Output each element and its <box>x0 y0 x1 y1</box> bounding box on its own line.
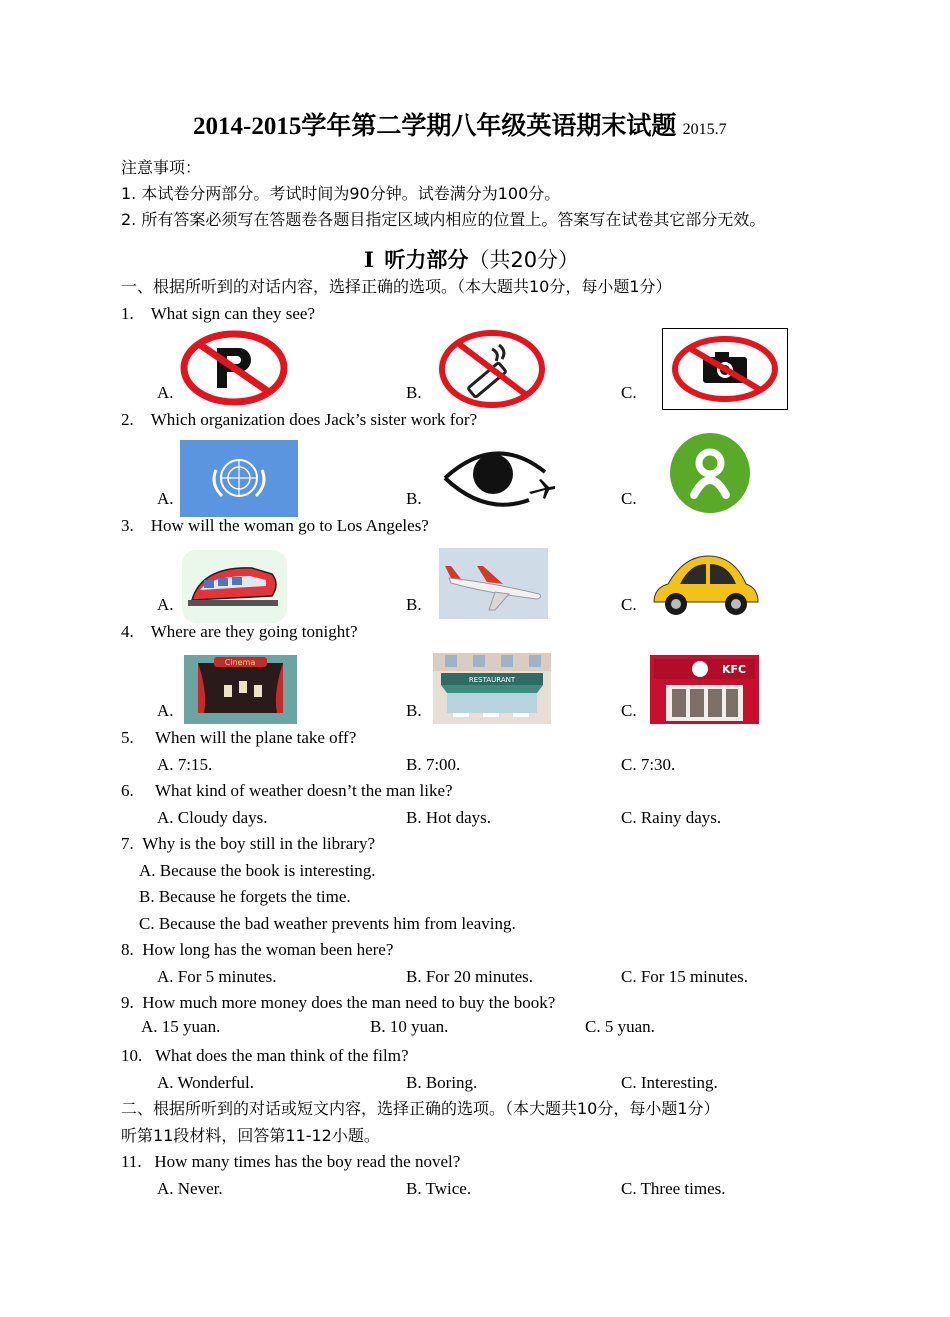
question-6 <box>121 781 453 801</box>
question-number: 10. <box>121 1046 143 1065</box>
option-c: C. For 15 minutes. <box>621 967 749 986</box>
question-number: 9. <box>121 993 134 1012</box>
car-icon <box>648 546 762 624</box>
option-a: A. Because the book is interesting. <box>139 861 376 880</box>
question-5 <box>121 728 356 748</box>
option-a-label: A. <box>157 489 174 508</box>
question-number: 8. <box>121 940 134 959</box>
title-date: 2015.7 <box>682 121 727 138</box>
option-c: C. 7:30. <box>621 755 676 774</box>
option-b-label: B. <box>406 595 422 614</box>
restaurant-icon <box>433 653 551 724</box>
question-11 <box>121 1152 460 1172</box>
question-text: How much more money does the man need to buy the book? <box>142 993 556 1012</box>
option-a: A. 7:15. <box>157 755 213 774</box>
question-text: How long has the woman been here? <box>142 940 394 959</box>
option-c: C. Because the bad weather prevents him from leaving. <box>139 914 516 933</box>
page-title <box>193 112 727 145</box>
green-person-logo-icon <box>656 433 764 513</box>
question-9 <box>121 993 555 1013</box>
option-c: C. 5 yuan. <box>585 1017 655 1036</box>
question-1 <box>121 304 315 324</box>
unicef-logo-icon <box>180 440 298 517</box>
question-number: 4. <box>121 622 134 641</box>
option-a-label: A. <box>157 701 174 720</box>
option-b: B. 7:00. <box>406 755 461 774</box>
no-smoking-icon <box>437 329 547 409</box>
question-8 <box>121 940 393 960</box>
restaurant-sign-text: RESTAURANT <box>468 676 516 684</box>
question-number: 1. <box>121 304 134 323</box>
question-text: When will the plane take off? <box>155 728 357 747</box>
option-b: B. Because he forgets the time. <box>139 887 351 906</box>
question-text: Which organization does Jack’s sister work for? <box>150 410 478 429</box>
cinema-icon <box>184 655 297 724</box>
question-10 <box>121 1046 409 1066</box>
question-4 <box>121 622 358 642</box>
question-3 <box>121 516 429 536</box>
option-c-label: C. <box>621 383 637 402</box>
part2-instruction: 二、根据所听到的对话或短文内容，选择正确的选项。（本大题共10分，每小题1分） <box>121 1099 720 1118</box>
option-c-label: C. <box>621 489 637 508</box>
title-main: 2014-2015学年第二学期八年级英语期末试题 <box>193 113 677 140</box>
option-b-label: B. <box>406 701 422 720</box>
kfc-icon <box>650 655 759 724</box>
note-item-1: 1. 本试卷分两部分。考试时间为90分钟。试卷满分为100分。 <box>121 184 561 203</box>
option-c-label: C. <box>621 595 637 614</box>
question-number: 6. <box>121 781 134 800</box>
question-number: 7. <box>121 834 134 853</box>
option-b-label: B. <box>406 383 422 402</box>
eye-airplane-logo-icon <box>437 440 555 515</box>
question-7 <box>121 834 375 854</box>
question-text: Where are they going tonight? <box>150 622 358 641</box>
part1-instruction: 一、根据所听到的对话内容，选择正确的选项。（本大题共10分，每小题1分） <box>121 277 672 296</box>
option-a-label: A. <box>157 383 174 402</box>
airplane-icon <box>439 548 548 619</box>
question-text: What sign can they see? <box>150 304 316 323</box>
option-b: B. For 20 minutes. <box>406 967 534 986</box>
notes-heading: 注意事项： <box>121 158 202 177</box>
option-a: A. Never. <box>157 1179 223 1198</box>
no-photography-icon <box>662 328 788 410</box>
question-number: 2. <box>121 410 134 429</box>
option-b: B. Twice. <box>406 1179 472 1198</box>
option-b: B. Boring. <box>406 1073 478 1092</box>
question-text: What kind of weather doesn’t the man like? <box>155 781 453 800</box>
option-c-label: C. <box>621 701 637 720</box>
question-text: Why is the boy still in the library? <box>142 834 376 853</box>
question-text: How will the woman go to Los Angeles? <box>150 516 429 535</box>
question-number: 5. <box>121 728 134 747</box>
option-a: A. Wonderful. <box>157 1073 254 1092</box>
part2-subinstruction: 听第11段材料，回答第11-12小题。 <box>121 1126 380 1145</box>
question-text: What does the man think of the film? <box>155 1046 409 1065</box>
option-a: A. For 5 minutes. <box>157 967 277 986</box>
train-icon <box>182 550 287 623</box>
option-b: B. 10 yuan. <box>370 1017 449 1036</box>
option-c: C. Rainy days. <box>621 808 722 827</box>
section-numeral: Ⅰ <box>364 248 374 272</box>
section-title: 听力部分 <box>384 248 469 272</box>
option-b: B. Hot days. <box>406 808 491 827</box>
note-item-2: 2. 所有答案必须写在答题卷各题目指定区域内相应的位置上。答案写在试卷其它部分无效。 <box>121 210 766 229</box>
option-a: A. Cloudy days. <box>157 808 268 827</box>
section-score: （共20分） <box>468 248 580 272</box>
question-text: How many times has the boy read the novel? <box>154 1152 461 1171</box>
cinema-sign-text: Cinema <box>224 658 256 667</box>
option-a-label: A. <box>157 595 174 614</box>
option-c: C. Interesting. <box>621 1073 718 1092</box>
option-c: C. Three times. <box>621 1179 726 1198</box>
option-a: A. 15 yuan. <box>141 1017 221 1036</box>
no-parking-icon <box>179 330 289 406</box>
question-number: 11. <box>121 1152 142 1171</box>
section-heading <box>364 247 579 273</box>
option-b-label: B. <box>406 489 422 508</box>
kfc-sign-text: KFC <box>722 663 747 676</box>
question-2 <box>121 410 477 430</box>
question-number: 3. <box>121 516 134 535</box>
